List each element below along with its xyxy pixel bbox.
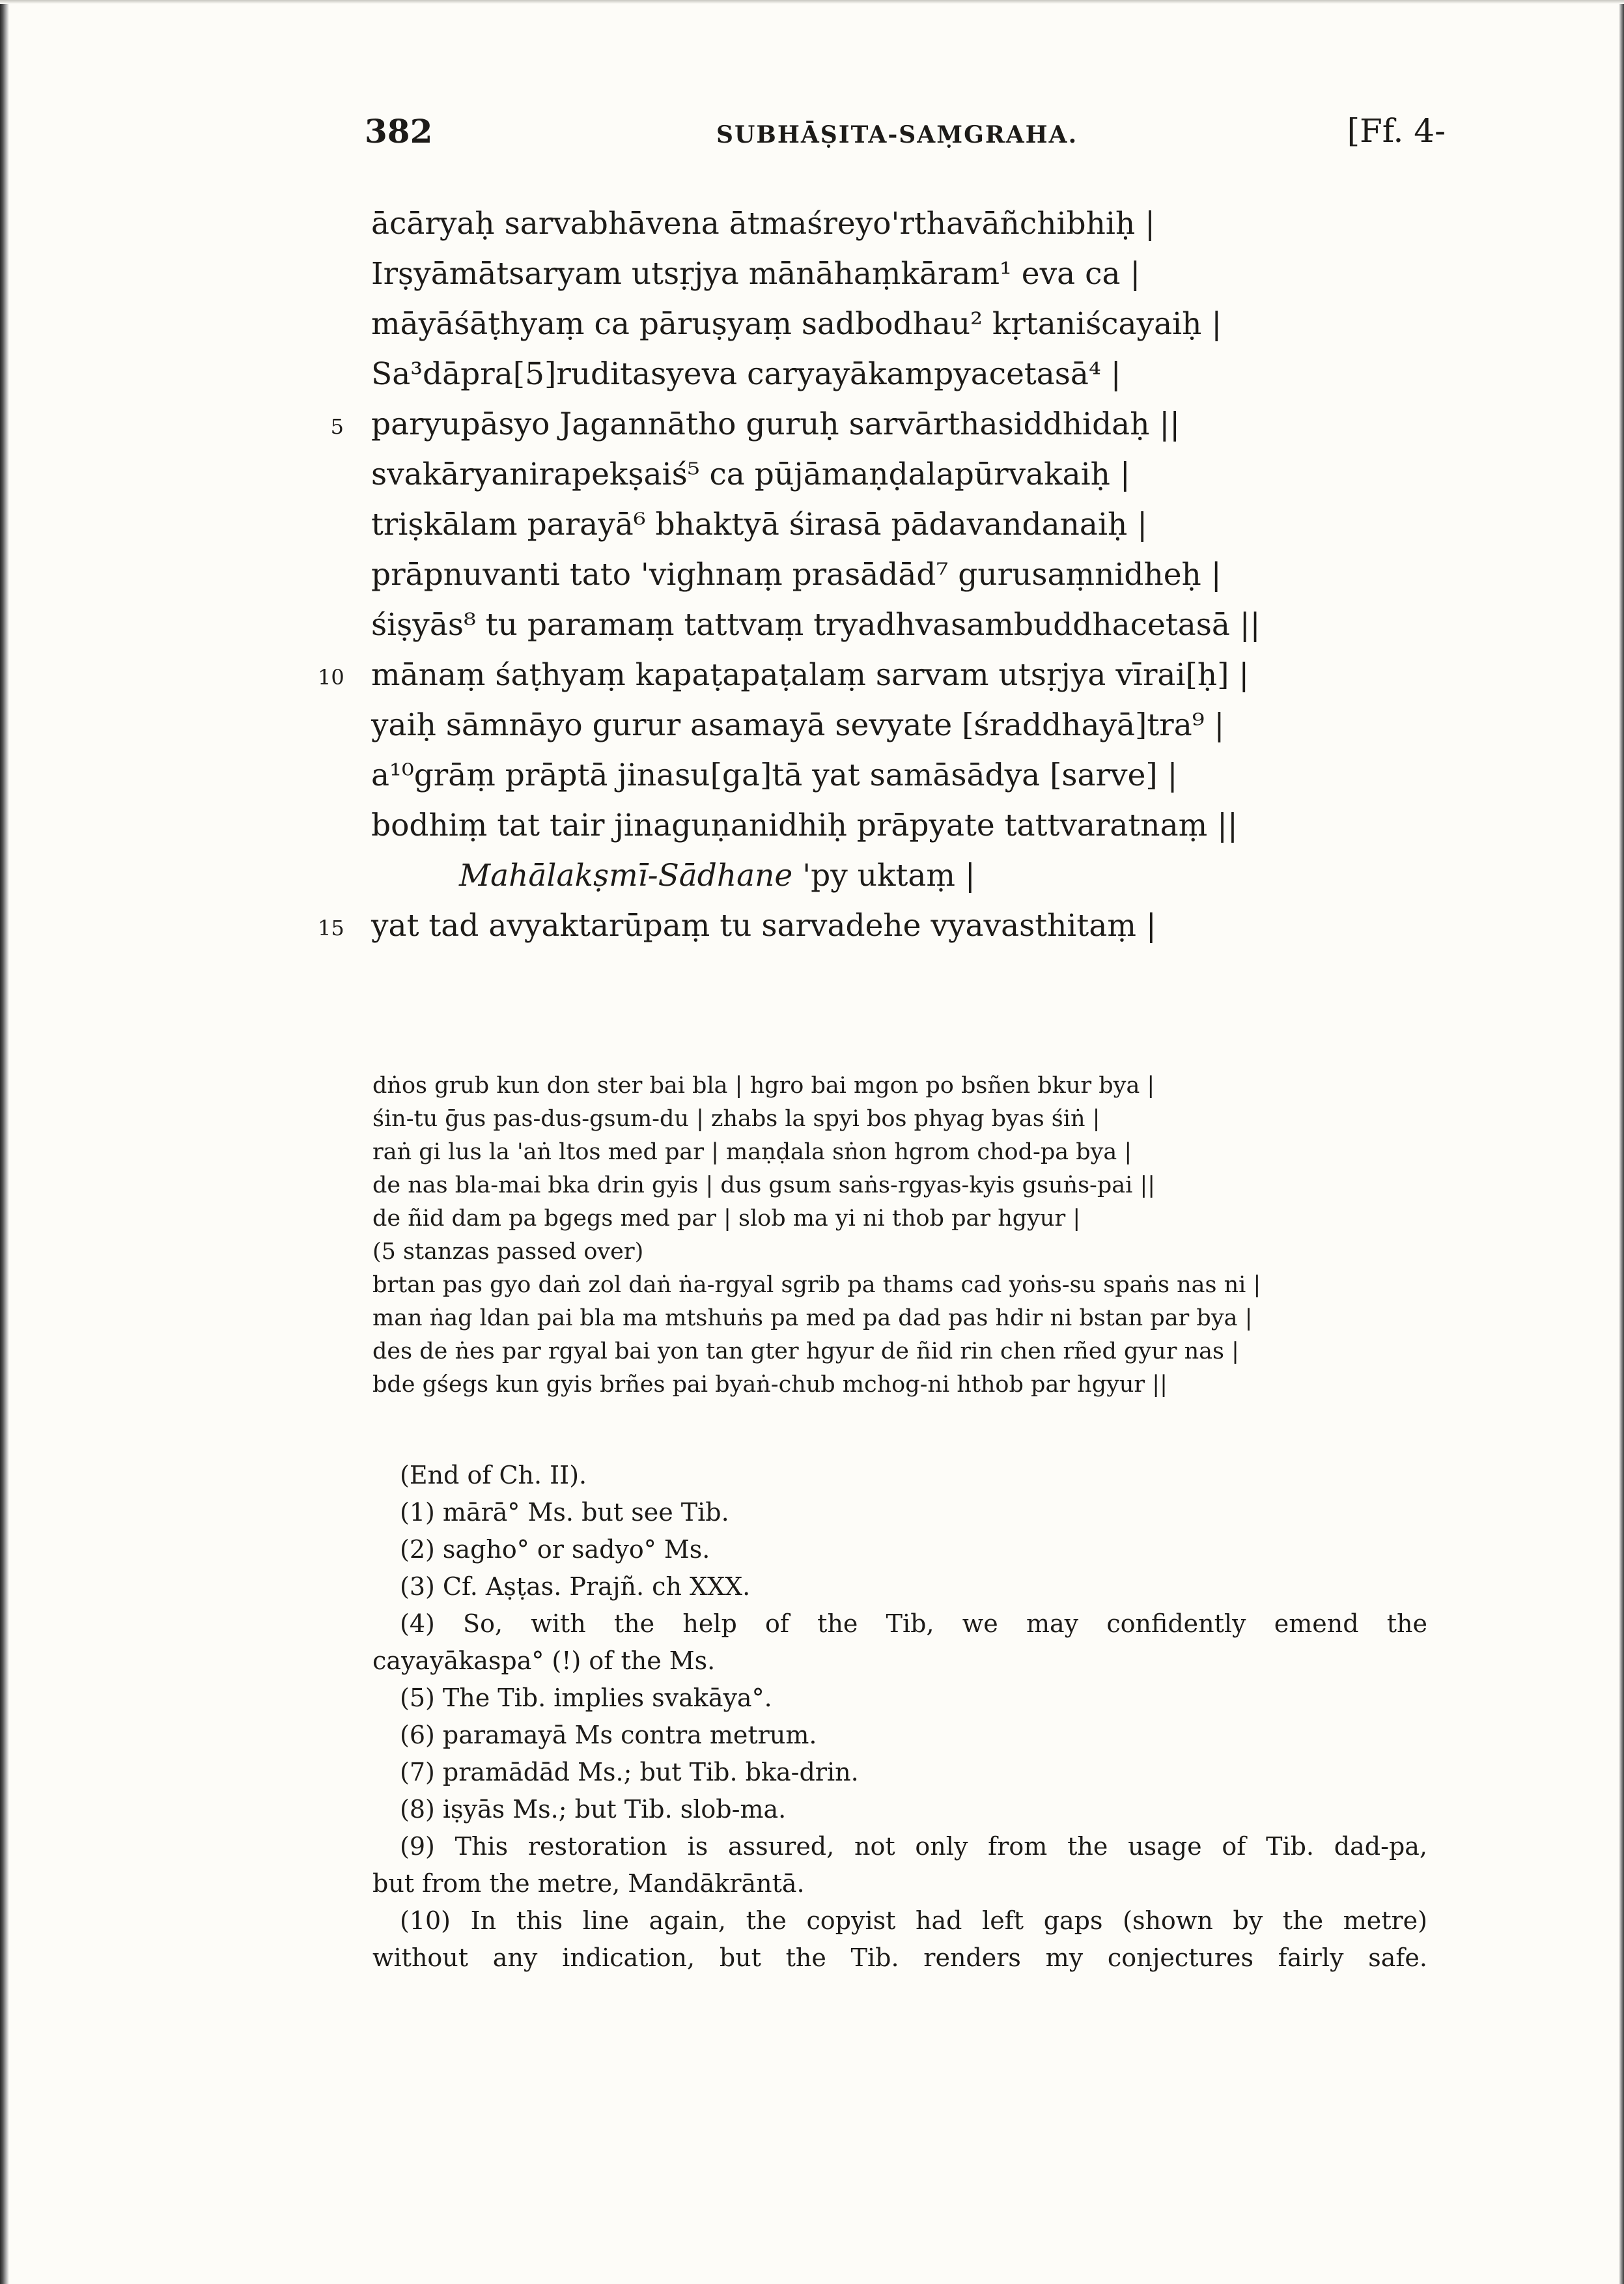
tibetan-line: dṅos grub kun don ster bai bla | hgro bai mgon po bsñen bkur bya |	[372, 1073, 1155, 1099]
footnote-line: (2) sagho° or sadyo° Ms.	[400, 1535, 710, 1564]
tibetan-translation	[372, 1069, 1499, 1402]
verse-line	[330, 399, 1478, 449]
scan-edge-top	[0, 0, 1624, 4]
verse-line	[371, 299, 1478, 349]
footnote-line: (7) pramādād Ms.; but Tib. bka-drin.	[400, 1758, 859, 1786]
footnote-line: (10) In this line again, the copyist had left gaps (shown by the metre)	[400, 1906, 1427, 1935]
footnote-line: (3) Cf. Aṣṭas. Prajñ. ch XXX.	[400, 1572, 751, 1601]
verse-line	[371, 550, 1478, 600]
tibetan-line: de nas bla-mai bka drin gyis | dus gsum saṅs-rgyas-kyis gsuṅs-pai ||	[372, 1172, 1156, 1198]
tibetan-line: śin-tu ḡus pas-dus-gsum-du | zhabs la spyi bos phyag byas śiṅ |	[372, 1106, 1100, 1132]
verse-text: triṣkālam parayā⁶ bhaktyā śirasā pādavandanaiḥ |	[371, 507, 1148, 543]
sanskrit-verses	[318, 199, 1478, 951]
verse-text: Irṣyāmātsaryam utsṛjya mānāhaṃkāram¹ eva ca |	[371, 256, 1141, 292]
footnote-continuation: cayayākaspa° (!) of the Ms.	[372, 1646, 716, 1675]
footnote-line: (End of Ch. II).	[400, 1461, 587, 1489]
scan-edge-left	[0, 0, 9, 2284]
verse-text: ācāryaḥ sarvabhāvena ātmaśreyo'rthavāñchibhiḥ |	[371, 206, 1155, 242]
verse-text: a¹⁰grāṃ prāptā jinasu[ga]tā yat samāsādya [sarve] |	[371, 757, 1178, 793]
verse-line	[371, 249, 1478, 299]
tibetan-line: (5 stanzas passed over)	[372, 1239, 644, 1265]
verse-text: Sa³dāpra[5]ruditasyeva caryayākampyacetasā⁴ |	[371, 356, 1121, 392]
footnote-line: (8) iṣyās Ms.; but Tib. slob-ma.	[400, 1795, 787, 1824]
tibetan-line: brtan pas gyo daṅ zol daṅ ṅa-rgyal sgrib pa thams cad yoṅs-su spaṅs nas ni |	[372, 1272, 1261, 1298]
verse-line	[318, 650, 1478, 700]
footnote-line: (5) The Tib. implies svakāya°.	[400, 1684, 772, 1712]
footnote-line: (4) So, with the help of the Tib, we may confidently emend the	[400, 1609, 1427, 1638]
folio-reference: [Ff. 4-	[1347, 112, 1446, 150]
verse-line	[371, 449, 1478, 500]
verse-line	[371, 800, 1478, 851]
footnote-continuation: but from the metre, Mandākrāntā.	[372, 1869, 805, 1898]
verse-text: yaiḥ sāmnāyo gurur asamayā sevyate [śraddhayā]tra⁹ |	[371, 707, 1225, 743]
footnotes	[372, 1457, 1427, 1977]
footnote-line: (9) This restoration is assured, not only from the usage of Tib. dad-pa,	[400, 1832, 1427, 1861]
verse-text: māyāśāṭhyaṃ ca pāruṣyaṃ sadbodhau² kṛtaniścayaiḥ |	[371, 306, 1222, 342]
tibetan-line: man ṅag ldan pai bla ma mtshuṅs pa med pa dad pas hdir ni bstan par bya |	[372, 1305, 1253, 1331]
footnote-line: (6) paramayā Ms contra metrum.	[400, 1721, 817, 1749]
tibetan-line: bde gśegs kun gyis brñes pai byaṅ-chub mchog-ni hthob par hgyur ||	[372, 1372, 1168, 1398]
line-number: 15	[318, 916, 344, 940]
title-line	[371, 851, 1478, 901]
verse-line	[371, 500, 1478, 550]
verse-line	[318, 901, 1478, 951]
tibetan-line: des de ṅes par rgyal bai yon tan gter hgyur de ñid rin chen rñed gyur nas |	[372, 1338, 1239, 1364]
page-header	[365, 112, 1446, 158]
line-number: 10	[318, 665, 344, 690]
tibetan-line: de ñid dam pa bgegs med par | slob ma yi ni thob par hgyur |	[372, 1205, 1081, 1232]
verse-text: paryupāsyo Jagannātho guruḥ sarvārthasiddhidaḥ ||	[371, 406, 1181, 442]
verse-line	[371, 700, 1478, 750]
verse-line	[371, 750, 1478, 800]
verse-line	[371, 199, 1478, 249]
line-number: 5	[330, 414, 344, 439]
verse-text: bodhiṃ tat tair jinaguṇanidhiḥ prāpyate tattvaratnaṃ ||	[371, 808, 1238, 843]
verse-text: mānaṃ śaṭhyaṃ kapaṭapaṭalaṃ sarvam utsṛjya vīrai[ḥ] |	[371, 657, 1250, 693]
tibetan-line: raṅ gi lus la 'aṅ ltos med par | maṇḍala sṅon hgrom chod-pa bya |	[372, 1139, 1132, 1165]
verse-line	[371, 349, 1478, 399]
footnote-line: (1) mārā° Ms. but see Tib.	[400, 1498, 729, 1527]
verse-line	[371, 600, 1478, 650]
verse-text: svakāryanirapekṣaiś⁵ ca pūjāmaṇḍalapūrvakaiḥ |	[371, 457, 1130, 492]
verse-text: yat tad avyaktarūpaṃ tu sarvadehe vyavasthitaṃ |	[371, 908, 1156, 944]
work-title: Mahālakṣmī-Sādhane	[459, 858, 793, 894]
verse-text: śiṣyās⁸ tu paramaṃ tattvaṃ tryadhvasambuddhacetasā ||	[371, 607, 1261, 643]
verse-text: prāpnuvanti tato 'vighnaṃ prasādād⁷ gurusaṃnidheḥ |	[371, 557, 1222, 593]
page-number: 382	[365, 112, 433, 150]
title-line-rest: 'py uktaṃ |	[792, 858, 975, 894]
footnote-continuation: without any indication, but the Tib. renders my conjectures fairly safe.	[372, 1943, 1427, 1972]
running-title: SUBHĀṢITA-SAṂGRAHA.	[716, 121, 1078, 148]
scan-edge-right	[1619, 0, 1624, 2284]
